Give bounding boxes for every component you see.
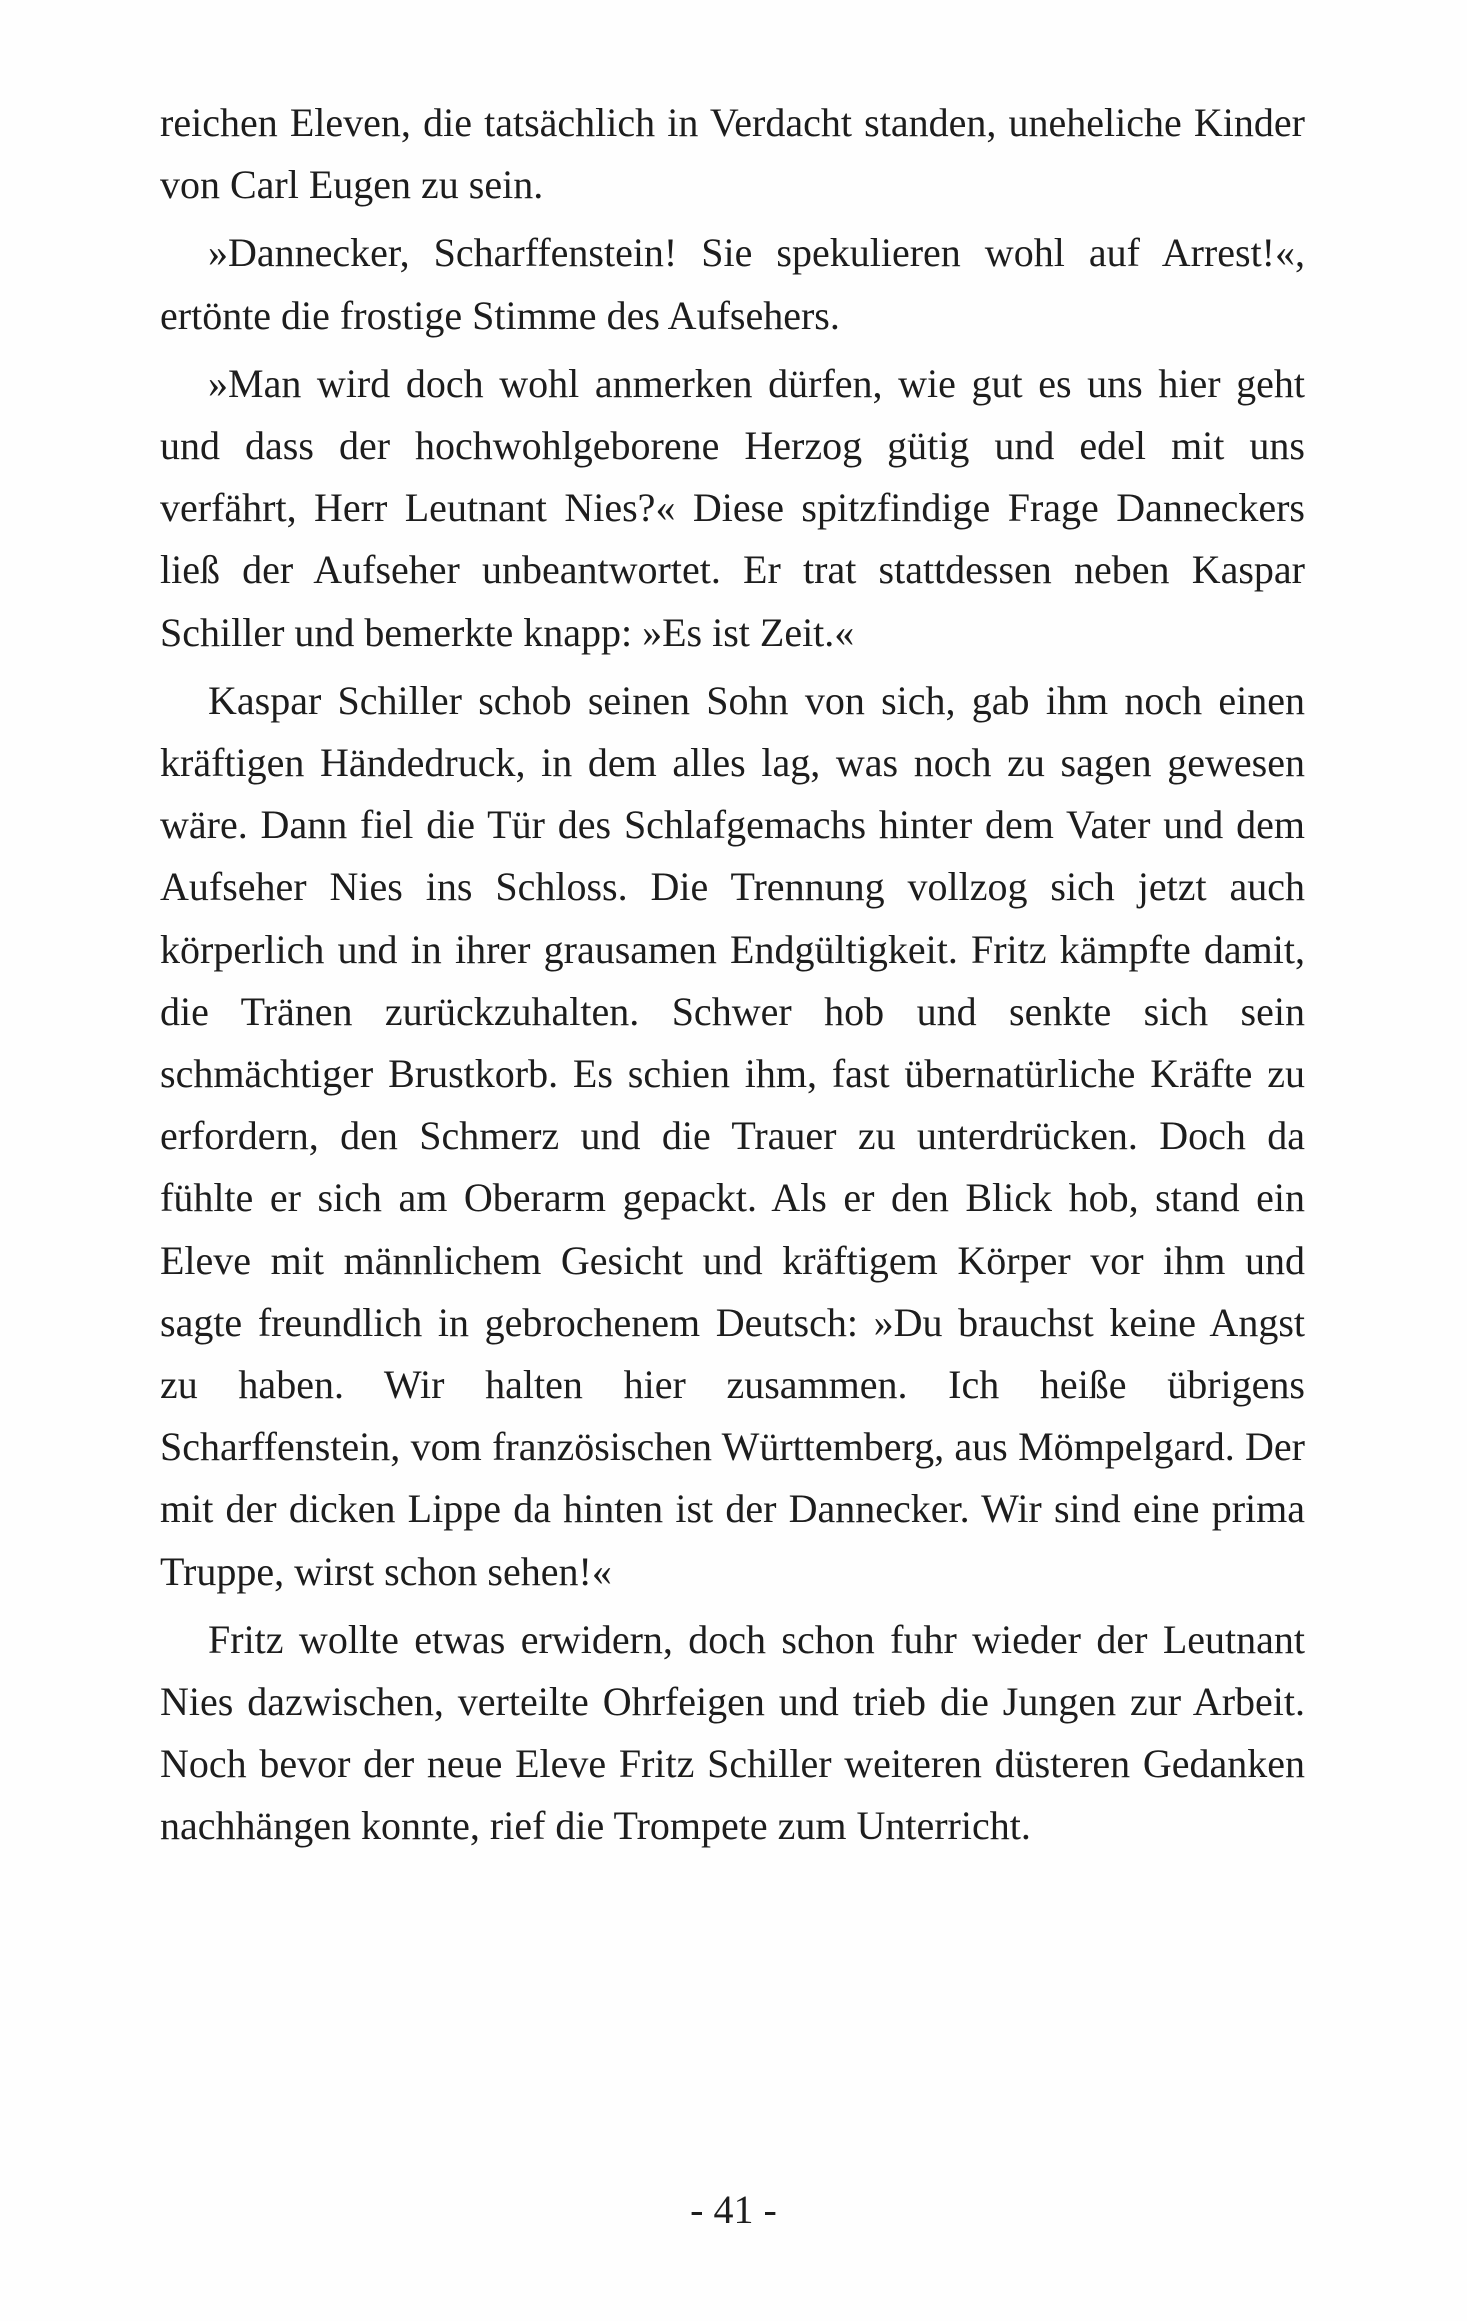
paragraph-5: Fritz wollte etwas erwidern, doch schon fuhr wieder der Leutnant Nies dazwischen, verteilte Ohrfeigen und trieb die Jungen zur Arbeit. Noch bevor der neue Eleve Fritz Schiller weiteren düsteren Gedanken nachhängen konnte, rief die Trompete zum Unterricht. (160, 1616, 1305, 1849)
paragraph-3: »Man wird doch wohl anmerken dürfen, wie gut es uns hier geht und dass der hochwohlgeborene Herzog gütig und edel mit uns verfährt, Herr Leutnant Nies?« Diese spitzfindige Frage Danneckers ließ der Aufseher unbeantwortet. Er trat stattdessen neben Kaspar Schiller und bemerkte knapp: »Es ist Zeit.« (160, 360, 1305, 655)
page-number: - 41 - (690, 2187, 777, 2232)
paragraph-1: reichen Eleven, die tatsächlich in Verdacht standen, uneheliche Kinder von Carl Eugen zu sein. (160, 100, 1305, 208)
body-text (160, 92, 1305, 1858)
paragraph-4: Kaspar Schiller schob seinen Sohn von sich, gab ihm noch einen kräftigen Händedruck, in dem alles lag, was noch zu sagen gewesen wäre. Dann fiel die Tür des Schlafgemachs hinter dem Vater und dem Aufseher Nies ins Schloss. Die Trennung vollzog sich jetzt auch körperlich und in ihrer grausamen Endgültigkeit. Fritz kämpfte damit, die Tränen zurückzuhalten. Schwer hob und senkte sich sein schmächtiger Brustkorb. Es schien ihm, fast übernatürliche Kräfte zu erfordern, den Schmerz und die Trauer zu unterdrücken. Doch da fühlte er sich am Oberarm gepackt. Als er den Blick hob, stand ein Eleve mit männlichem Gesicht und kräftigem Körper vor ihm und sagte freundlich in gebrochenem Deutsch: »Du brauchst keine Angst zu haben. Wir halten hier zusammen. Ich heiße übrigens Scharffenstein, vom französischen Württemberg, aus Mömpelgard. Der mit der dicken Lippe da hinten ist der Dannecker. Wir sind eine prima Truppe, wirst schon sehen!« (160, 677, 1305, 1594)
paragraph-2: »Dannecker, Scharffenstein! Sie spekulieren wohl auf Arrest!«, ertönte die frostige Stimme des Aufsehers. (160, 230, 1305, 338)
